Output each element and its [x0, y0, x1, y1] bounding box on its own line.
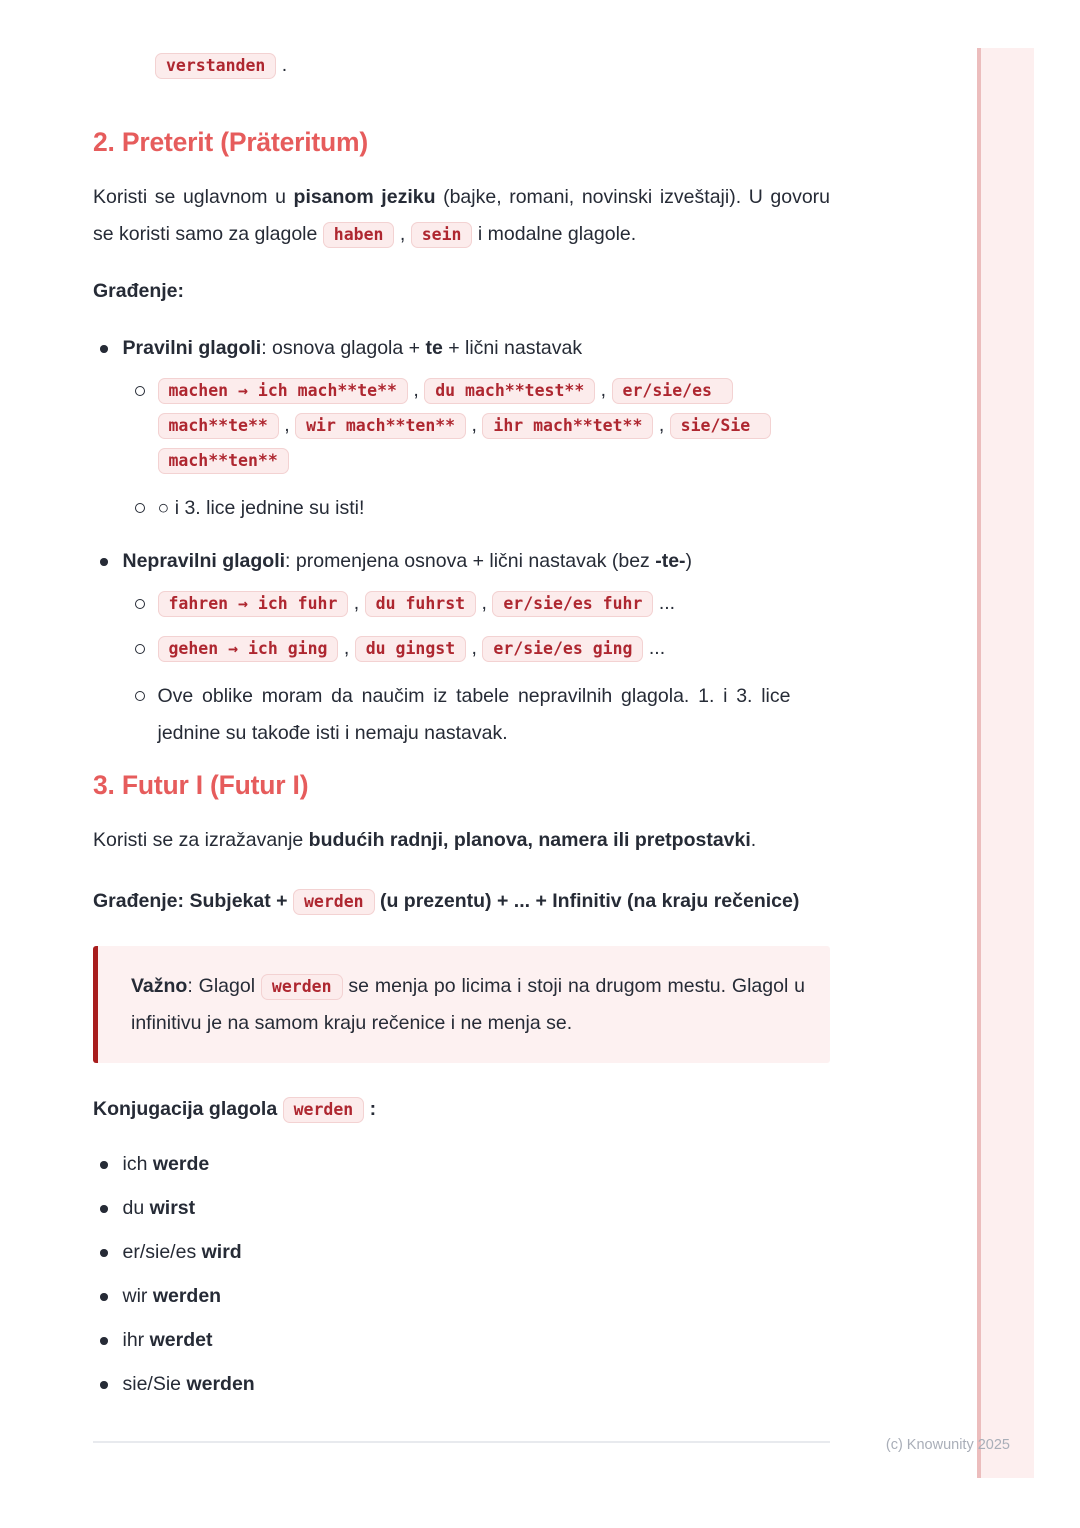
important-callout	[93, 946, 830, 1063]
code-chip: sie/Sie mach**ten**	[158, 413, 772, 474]
pravilni-sublist	[135, 373, 831, 527]
preterit-list	[93, 330, 830, 752]
code-chip-line: verstanden .	[155, 50, 830, 81]
sub-bullet-icon	[135, 386, 145, 396]
conjugation-item	[93, 1322, 830, 1359]
code-chip: er/sie/es fuhr	[492, 591, 653, 617]
conjugation-list	[93, 1146, 830, 1403]
fahren-chip-sequence: fahren → ich fuhr , du fuhrst , er/sie/es fuhr ...	[158, 586, 676, 621]
gehen-chip-sequence: gehen → ich ging , du gingst , er/sie/es ging ...	[158, 631, 666, 666]
page-edge-strip-line	[977, 48, 981, 1478]
bullet-icon	[100, 345, 108, 353]
conjugation-text: er/sie/es wird	[122, 1241, 242, 1263]
sub-bullet-icon	[135, 691, 145, 701]
sub-list-item	[135, 678, 831, 752]
code-chip: machen → ich mach**te**	[158, 378, 408, 404]
code-chip: du mach**test**	[424, 378, 595, 404]
conjugation-item	[93, 1366, 830, 1403]
sub-bullet-icon	[135, 644, 145, 654]
code-chip: werden	[261, 974, 343, 1000]
code-chip: du gingst	[355, 636, 466, 662]
conjugation-item	[93, 1234, 830, 1271]
page-content	[93, 50, 830, 1410]
code-chip: er/sie/es mach**te**	[158, 378, 733, 439]
bullet-icon	[100, 1205, 108, 1213]
conjugation-item	[93, 1190, 830, 1227]
futur-intro-paragraph: Koristi se za izražavanje budućih radnji, planova, namera ili pretpostavki.	[93, 829, 757, 851]
copyright: (c) Knowunity 2025	[885, 1437, 1010, 1453]
gradjenje-label: Građenje:	[93, 280, 185, 302]
heading-preterit: 2. Preterit (Präteritum)	[93, 127, 369, 157]
code-chip: du fuhrst	[365, 591, 476, 617]
nepravilni-title: Nepravilni glagoli: promenjena osnova + lični nastavak (bez -te-)	[122, 550, 693, 572]
sub-bullet-icon	[135, 599, 145, 609]
conjugation-item	[93, 1146, 830, 1183]
conjugation-text: wir werden	[122, 1285, 222, 1307]
list-item-pravilni	[93, 330, 830, 527]
conjugation-text: du wirst	[122, 1197, 196, 1219]
code-chip: verstanden	[155, 53, 276, 79]
bullet-icon	[100, 1381, 108, 1389]
code-chip: ihr mach**tet**	[482, 413, 653, 439]
code-chip: er/sie/es ging	[482, 636, 643, 662]
bullet-icon	[100, 1161, 108, 1169]
list-item-nepravilni	[93, 543, 830, 752]
pravilni-note: ○ i 3. lice jednine su isti!	[157, 497, 365, 519]
sub-list-item	[135, 490, 831, 527]
bullet-icon	[100, 1293, 108, 1301]
sub-list-item	[135, 373, 831, 478]
sub-list-item	[135, 586, 831, 621]
sub-list-item	[135, 631, 831, 666]
bullet-icon	[100, 558, 108, 566]
konjugacija-label: Konjugacija glagola werden :	[93, 1091, 830, 1128]
code-chip: werden	[283, 1097, 365, 1123]
sub-bullet-icon	[135, 503, 145, 513]
futur-gradjenje-paragraph: Građenje: Subjekat + werden (u prezentu) + ... + Infinitiv (na kraju rečenice)	[93, 883, 830, 920]
code-chip: sein	[411, 222, 473, 248]
code-chip: werden	[293, 889, 375, 915]
nepravilni-sublist	[135, 586, 831, 752]
conjugation-item	[93, 1278, 830, 1315]
callout-text: Važno: Glagol werden se menja po licima i stoji na drugom mestu. Glagol u infinitivu je na samom kraju rečenice i ne menja se.	[131, 975, 806, 1034]
footer-divider	[93, 1441, 830, 1443]
bullet-icon	[100, 1337, 108, 1345]
heading-futur: 3. Futur I (Futur I)	[93, 770, 309, 800]
conjugation-text: ich werde	[122, 1153, 210, 1175]
code-chip: haben	[323, 222, 395, 248]
pravilni-title: Pravilni glagoli: osnova glagola + te + lični nastavak	[122, 337, 583, 359]
pravilni-chip-sequence: machen → ich mach**te** , du mach**test** , er/sie/es mach**te** , wir mach**ten** , ihr mach**tet** , sie/Sie mach**ten**	[158, 373, 780, 478]
code-chip: wir mach**ten**	[295, 413, 466, 439]
nepravilni-note: Ove oblike moram da naučim iz tabele nepravilnih glagola. 1. i 3. lice jednine su takođe isti i nemaju nastavak.	[157, 685, 791, 744]
bullet-icon	[100, 1249, 108, 1257]
conjugation-text: ihr werdet	[122, 1329, 213, 1351]
code-chip: fahren → ich fuhr	[158, 591, 349, 617]
page-edge-strip	[981, 48, 1034, 1478]
preterit-intro-paragraph: Koristi se uglavnom u pisanom jeziku (bajke, romani, novinski izveštaji). U govoru se koristi samo za glagole haben , sein i modalne glagole.	[93, 179, 830, 253]
code-chip: gehen → ich ging	[158, 636, 339, 662]
conjugation-text: sie/Sie werden	[122, 1373, 255, 1395]
